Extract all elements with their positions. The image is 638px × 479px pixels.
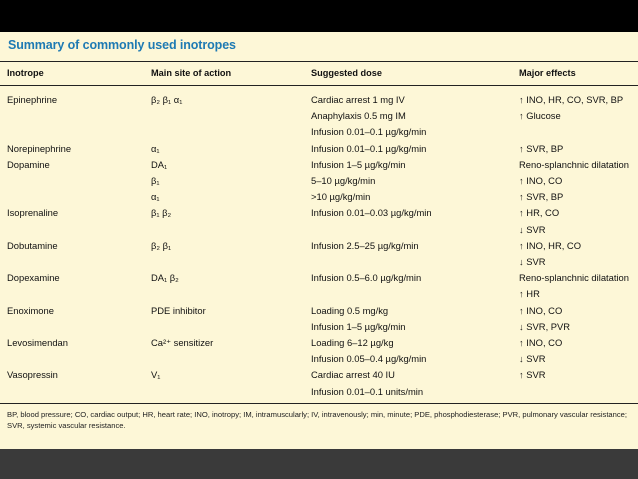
cell-suggested-dose: Infusion 0.5–6.0 µg/kg/min [311, 272, 422, 284]
cell-suggested-dose: Infusion 0.05–0.4 µg/kg/min [311, 353, 427, 365]
table-title: Summary of commonly used inotropes [8, 38, 236, 52]
cell-suggested-dose: Anaphylaxis 0.5 mg IM [311, 110, 406, 122]
cell-site-of-action: PDE inhibitor [151, 304, 206, 316]
cell-major-effects: ↑ SVR, BP [519, 142, 564, 154]
table-row [0, 140, 638, 157]
table-row [0, 172, 638, 189]
cell-inotrope: Dobutamine [7, 239, 58, 251]
top-bar [0, 0, 638, 32]
cell-site-of-action: β₂ β₁ [151, 239, 172, 251]
cell-major-effects: Reno-splanchnic dilatation [519, 272, 629, 284]
cell-suggested-dose: Infusion 0.01–0.1 units/min [311, 385, 424, 397]
cell-site-of-action: α₁ [151, 142, 160, 154]
header-suggested-dose: Suggested dose [311, 68, 382, 78]
cell-suggested-dose: >10 µg/kg/min [311, 191, 371, 203]
cell-inotrope: Dopamine [7, 158, 50, 170]
cell-inotrope: Norepinephrine [7, 142, 72, 154]
cell-major-effects: ↑ HR [519, 288, 540, 300]
header-major-effects: Major effects [519, 68, 576, 78]
cell-site-of-action: Ca²⁺ sensitizer [151, 337, 214, 348]
cell-suggested-dose: Loading 0.5 mg/kg [311, 304, 389, 316]
cell-suggested-dose: Infusion 0.01–0.1 µg/kg/min [311, 126, 427, 138]
cell-major-effects: ↑ HR, CO [519, 207, 560, 219]
table-row [0, 318, 638, 335]
cell-major-effects: ↑ INO, HR, CO [519, 239, 581, 251]
cell-inotrope: Epinephrine [7, 94, 58, 105]
cell-suggested-dose: Infusion 0.01–0.1 µg/kg/min [311, 142, 427, 154]
table-row [0, 253, 638, 270]
cell-major-effects: ↑ SVR [519, 369, 546, 381]
cell-inotrope: Dopexamine [7, 272, 60, 284]
cell-suggested-dose: Infusion 1–5 µg/kg/min [311, 158, 406, 170]
table-row [0, 221, 638, 238]
table-row [0, 302, 638, 319]
table-row [0, 107, 638, 124]
cell-suggested-dose: Loading 6–12 µg/kg [311, 337, 394, 348]
table-row [0, 285, 638, 302]
table-bottom-rule [0, 403, 638, 404]
table-row [0, 91, 638, 108]
cell-suggested-dose: Cardiac arrest 40 IU [311, 369, 395, 381]
cell-suggested-dose: Infusion 0.01–0.03 µg/kg/min [311, 207, 432, 219]
cell-site-of-action: β₂ β₁ α₁ [151, 94, 183, 105]
cell-site-of-action: V₁ [151, 369, 161, 381]
bottom-bar [0, 449, 638, 479]
cell-major-effects: ↑ INO, CO [519, 175, 563, 186]
header-top-rule [0, 61, 638, 62]
cell-inotrope: Vasopressin [7, 369, 58, 381]
table-row [0, 350, 638, 367]
header-inotrope: Inotrope [7, 68, 44, 78]
cell-major-effects: ↑ INO, CO [519, 337, 563, 348]
cell-site-of-action: DA₁ β₂ [151, 272, 179, 284]
footnote: BP, blood pressure; CO, cardiac output; HR, heart rate; INO, inotropy; IM, intramuscularly; IV, intravenously; min, minute; PDE, phosphodiesterase; PVR, pulmonary vascular resistance; SVR, systemic vascular resistance. [7, 410, 628, 430]
cell-major-effects: ↓ SVR [519, 256, 546, 267]
cell-suggested-dose: Cardiac arrest 1 mg IV [311, 94, 405, 105]
table-row [0, 237, 638, 254]
cell-site-of-action: α₁ [151, 191, 160, 203]
cell-major-effects: ↑ INO, HR, CO, SVR, BP [519, 94, 624, 105]
cell-major-effects: ↓ SVR [519, 223, 546, 235]
cell-inotrope: Enoximone [7, 304, 54, 316]
table-header [0, 65, 638, 82]
slide [0, 32, 638, 449]
cell-major-effects: ↓ SVR, PVR [519, 320, 571, 332]
cell-site-of-action: β₁ β₂ [151, 207, 172, 219]
cell-major-effects: ↓ SVR [519, 353, 546, 365]
table-row [0, 123, 638, 140]
cell-inotrope: Levosimendan [7, 337, 68, 348]
table-row [0, 156, 638, 173]
cell-inotrope: Isoprenaline [7, 207, 59, 219]
table-row [0, 334, 638, 351]
cell-site-of-action: β₁ [151, 175, 160, 186]
cell-site-of-action: DA₁ [151, 158, 168, 170]
cell-suggested-dose: Infusion 1–5 µg/kg/min [311, 320, 406, 332]
header-bottom-rule [0, 85, 638, 86]
table-row [0, 383, 638, 400]
table-row [0, 269, 638, 286]
cell-suggested-dose: 5–10 µg/kg/min [311, 175, 376, 186]
cell-major-effects: Reno-splanchnic dilatation [519, 158, 629, 170]
cell-major-effects: ↑ INO, CO [519, 304, 563, 316]
cell-major-effects: ↑ Glucose [519, 110, 561, 122]
table-row [0, 188, 638, 205]
cell-suggested-dose: Infusion 2.5–25 µg/kg/min [311, 239, 419, 251]
header-site-of-action: Main site of action [151, 68, 232, 78]
table-row [0, 204, 638, 221]
table-row [0, 366, 638, 383]
cell-major-effects: ↑ SVR, BP [519, 191, 564, 203]
